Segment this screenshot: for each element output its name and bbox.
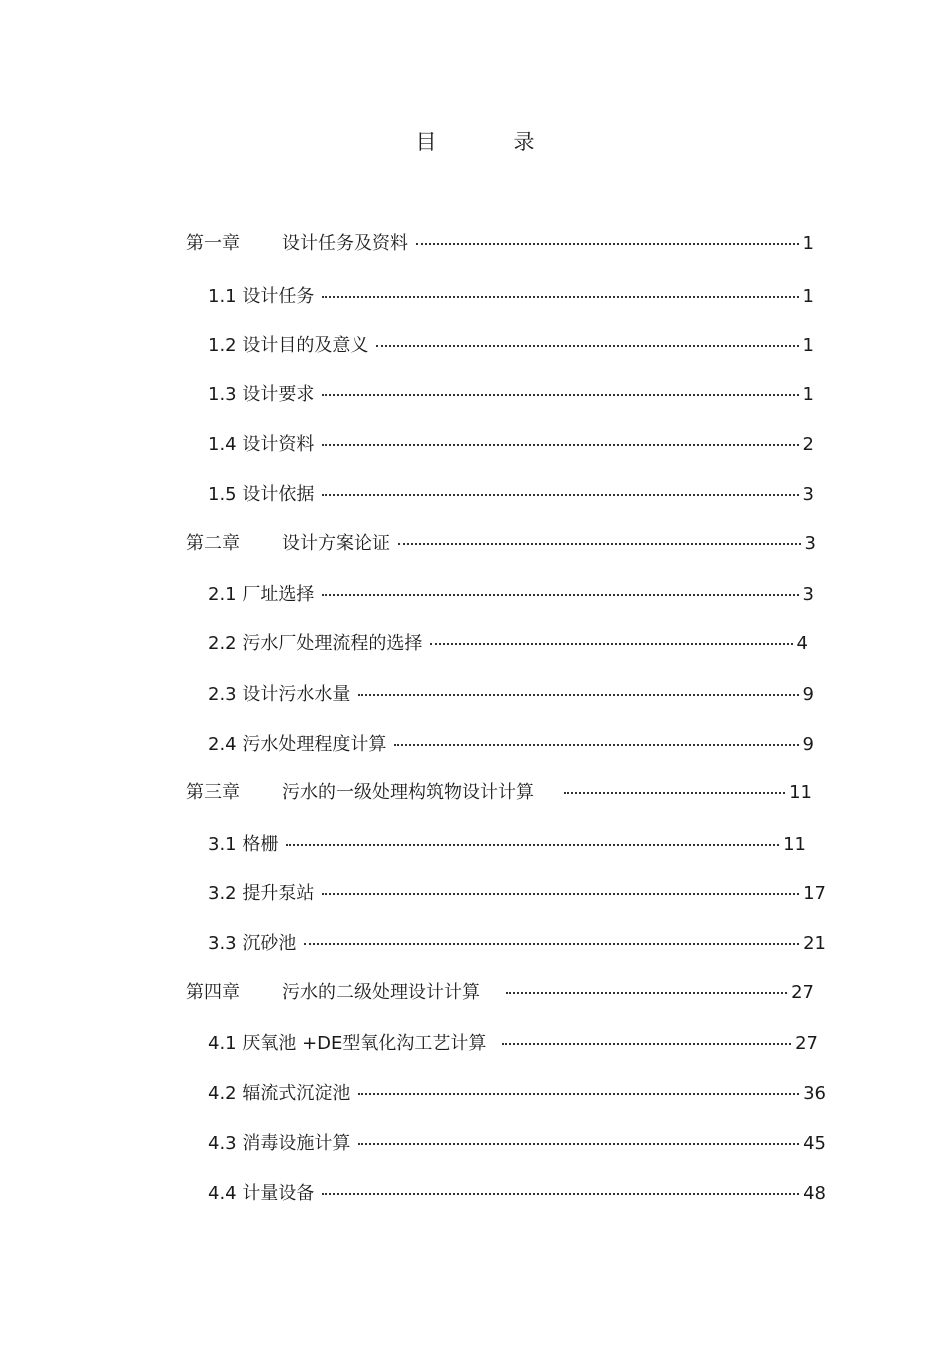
chapter-number: 第三章 bbox=[186, 782, 240, 803]
dot-leader bbox=[358, 694, 798, 696]
toc-entry-section-4-2[interactable] bbox=[208, 1079, 826, 1105]
page-number: 1 bbox=[802, 335, 814, 356]
dot-leader bbox=[322, 494, 798, 496]
dot-leader bbox=[430, 643, 792, 645]
toc-entry-section-4-1[interactable] bbox=[208, 1029, 818, 1055]
dot-leader bbox=[358, 1143, 799, 1145]
dot-leader bbox=[502, 1043, 791, 1045]
section-title: 2.3 设计污水水量 bbox=[208, 684, 351, 705]
section-title: 4.4 计量设备 bbox=[208, 1183, 315, 1204]
dot-leader bbox=[416, 243, 799, 245]
chapter-number: 第二章 bbox=[186, 533, 240, 554]
toc-entry-section-4-3[interactable] bbox=[208, 1129, 826, 1155]
toc-entry-section-2-1[interactable] bbox=[208, 580, 814, 606]
dot-leader bbox=[322, 296, 798, 298]
section-title: 4.1 厌氧池 +DE型氧化沟工艺计算 bbox=[208, 1033, 487, 1054]
page-number: 21 bbox=[803, 933, 826, 954]
section-title: 2.1 厂址选择 bbox=[208, 584, 315, 605]
page-number: 45 bbox=[803, 1133, 826, 1154]
dot-leader bbox=[322, 394, 798, 396]
toc-entry-section-4-4[interactable] bbox=[208, 1179, 826, 1205]
toc-entry-section-2-4[interactable] bbox=[208, 730, 814, 756]
page-number: 48 bbox=[803, 1183, 826, 1204]
dot-leader bbox=[304, 943, 799, 945]
section-title: 4.3 消毒设施计算 bbox=[208, 1133, 351, 1154]
dot-leader bbox=[506, 992, 787, 994]
chapter-title: 污水的二级处理设计计算 bbox=[282, 982, 480, 1003]
chapter-title: 污水的一级处理构筑物设计计算 bbox=[282, 782, 534, 803]
page-number: 2 bbox=[802, 434, 814, 455]
section-title: 3.2 提升泵站 bbox=[208, 883, 315, 904]
toc-entry-section-2-3[interactable] bbox=[208, 680, 814, 706]
page-number: 27 bbox=[795, 1033, 818, 1054]
page-number: 11 bbox=[783, 834, 806, 855]
section-title: 2.4 污水处理程度计算 bbox=[208, 734, 387, 755]
toc-entry-section-1-2[interactable] bbox=[208, 331, 814, 357]
toc-entry-section-1-3[interactable] bbox=[208, 380, 814, 406]
chapter-title: 设计方案论证 bbox=[282, 533, 390, 554]
toc-entry-section-3-3[interactable] bbox=[208, 929, 826, 955]
page-number: 9 bbox=[802, 734, 814, 755]
page-number: 36 bbox=[803, 1083, 826, 1104]
page-number: 1 bbox=[802, 384, 814, 405]
dot-leader bbox=[376, 345, 798, 347]
page-number: 3 bbox=[802, 484, 814, 505]
toc-entry-chapter-2[interactable] bbox=[186, 529, 816, 555]
page-number: 4 bbox=[796, 633, 808, 654]
toc-entry-section-1-1[interactable] bbox=[208, 282, 814, 308]
section-title: 1.1 设计任务 bbox=[208, 286, 315, 307]
toc-entry-section-3-1[interactable] bbox=[208, 830, 806, 856]
dot-leader bbox=[564, 792, 785, 794]
toc-entry-chapter-4[interactable] bbox=[186, 978, 814, 1004]
chapter-title: 设计任务及资料 bbox=[282, 233, 408, 254]
section-title: 1.3 设计要求 bbox=[208, 384, 315, 405]
dot-leader bbox=[394, 744, 798, 746]
dot-leader bbox=[398, 543, 801, 545]
dot-leader bbox=[358, 1093, 799, 1095]
page-number: 27 bbox=[791, 982, 814, 1003]
section-title: 4.2 辐流式沉淀池 bbox=[208, 1083, 351, 1104]
section-title: 3.3 沉砂池 bbox=[208, 933, 297, 954]
page-number: 3 bbox=[804, 533, 816, 554]
section-title: 2.2 污水厂处理流程的选择 bbox=[208, 633, 423, 654]
toc-entry-section-1-5[interactable] bbox=[208, 480, 814, 506]
page-title: 目 录 bbox=[415, 130, 563, 154]
page-number: 1 bbox=[802, 286, 814, 307]
chapter-number: 第一章 bbox=[186, 233, 240, 254]
toc-entry-section-1-4[interactable] bbox=[208, 430, 814, 456]
section-title: 1.4 设计资料 bbox=[208, 434, 315, 455]
section-title: 1.2 设计目的及意义 bbox=[208, 335, 369, 356]
page-number: 11 bbox=[789, 782, 812, 803]
dot-leader bbox=[322, 444, 798, 446]
toc-entry-section-2-2[interactable] bbox=[208, 629, 808, 655]
dot-leader bbox=[286, 844, 779, 846]
toc-entry-chapter-3[interactable] bbox=[186, 778, 812, 804]
dot-leader bbox=[322, 594, 798, 596]
page-number: 9 bbox=[802, 684, 814, 705]
page-number: 17 bbox=[803, 883, 826, 904]
dot-leader bbox=[322, 893, 799, 895]
toc-entry-section-3-2[interactable] bbox=[208, 879, 826, 905]
toc-entry-chapter-1[interactable] bbox=[186, 229, 814, 255]
page-number: 1 bbox=[802, 233, 814, 254]
chapter-number: 第四章 bbox=[186, 982, 240, 1003]
dot-leader bbox=[322, 1193, 799, 1195]
section-title: 3.1 格栅 bbox=[208, 834, 279, 855]
page-number: 3 bbox=[802, 584, 814, 605]
section-title: 1.5 设计依据 bbox=[208, 484, 315, 505]
